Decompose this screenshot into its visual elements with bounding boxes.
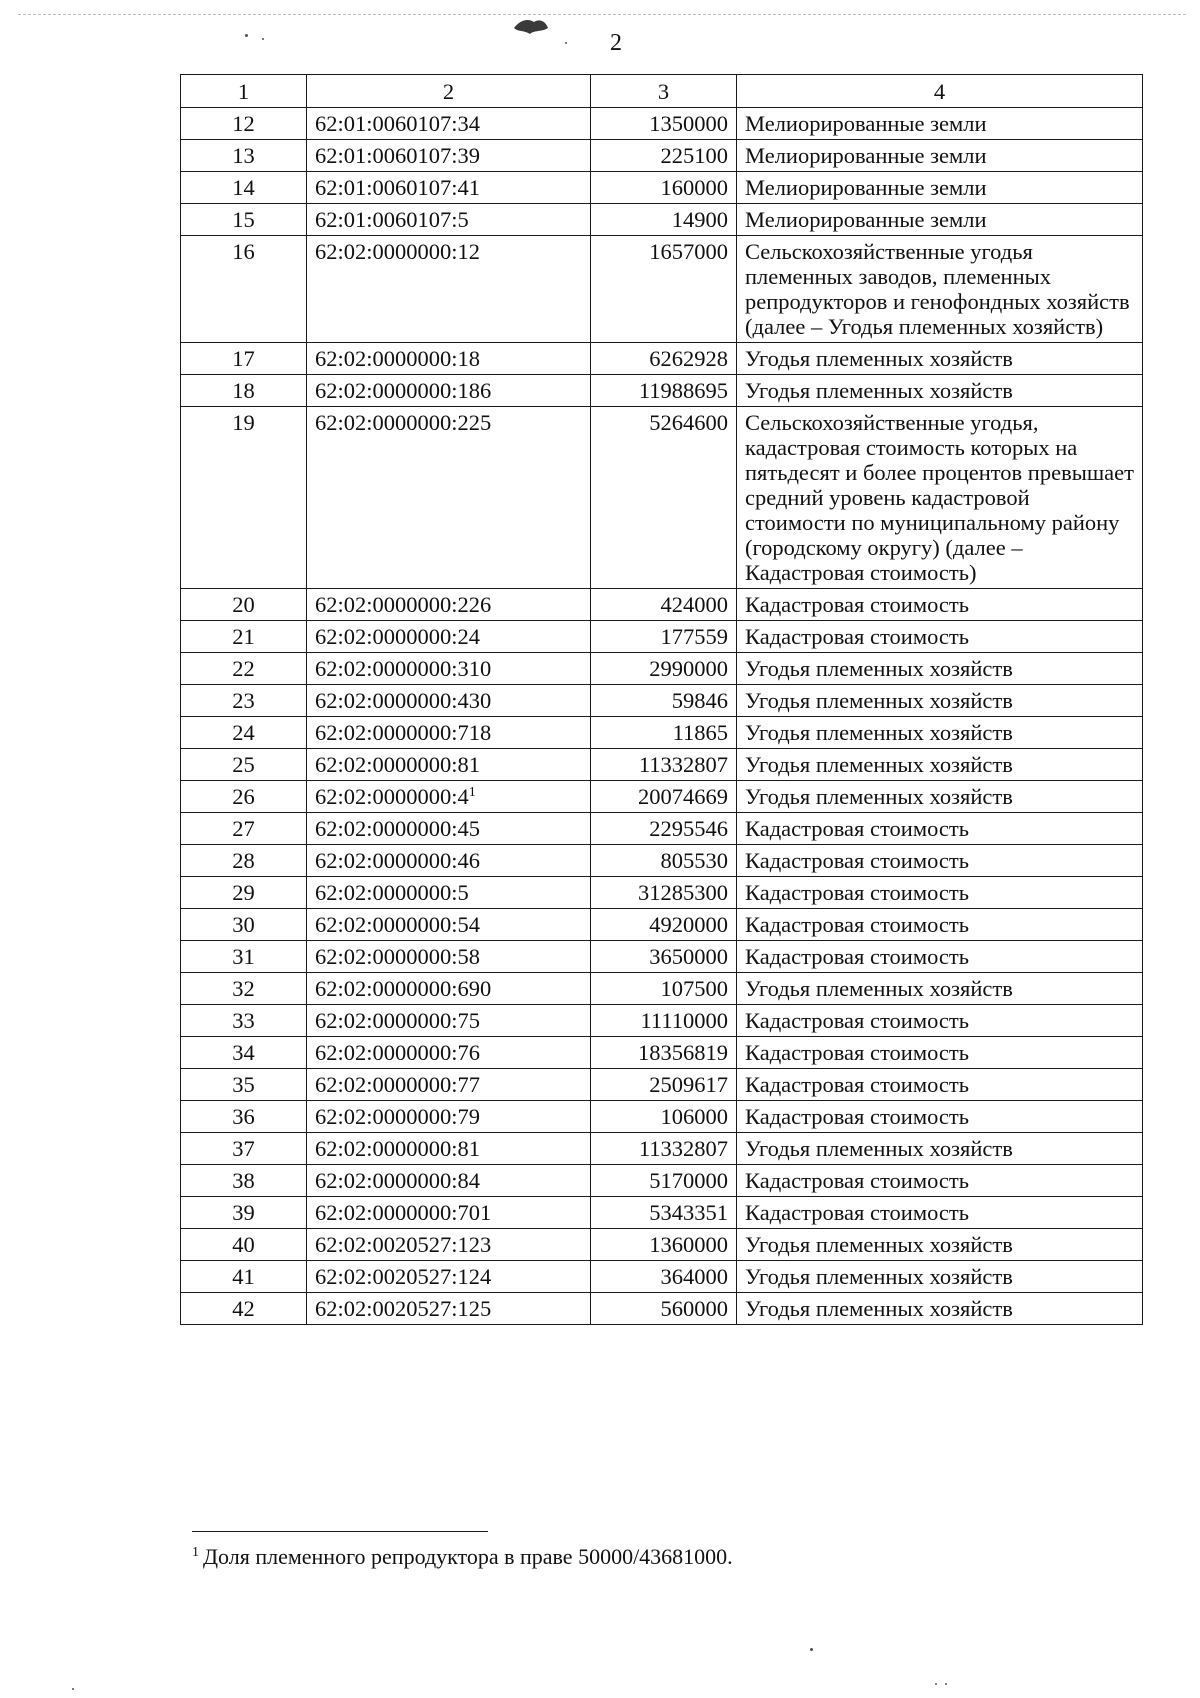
row-number-cell: 26 [181, 781, 307, 813]
row-number-cell: 37 [181, 1133, 307, 1165]
row-number-cell: 15 [181, 204, 307, 236]
area-cell: 424000 [591, 589, 737, 621]
cadastral-number-cell [307, 1165, 591, 1197]
area-cell: 805530 [591, 845, 737, 877]
scan-speck [945, 1683, 947, 1685]
cadastral-number-cell [307, 1133, 591, 1165]
cadastral-number: 62:02:0020527:125 [315, 1296, 492, 1321]
scan-top-edge [18, 14, 1186, 15]
area-cell: 11332807 [591, 749, 737, 781]
area-cell: 2990000 [591, 653, 737, 685]
row-number-cell: 19 [181, 407, 307, 589]
table-row [181, 909, 1143, 941]
table-body [181, 108, 1143, 1325]
area-cell: 14900 [591, 204, 737, 236]
table-row [181, 589, 1143, 621]
area-cell: 20074669 [591, 781, 737, 813]
area-cell: 107500 [591, 973, 737, 1005]
category-cell: Угодья племенных хозяйств [737, 1229, 1143, 1261]
table-row [181, 1229, 1143, 1261]
row-number-cell: 27 [181, 813, 307, 845]
cadastral-number: 62:02:0000000:24 [315, 624, 481, 649]
footnote-separator [192, 1531, 488, 1532]
cadastral-number-cell [307, 1229, 591, 1261]
row-number-cell: 30 [181, 909, 307, 941]
scan-speck [72, 1688, 74, 1690]
page-number: 2 [610, 30, 622, 56]
cadastral-number: 62:02:0000000:54 [315, 912, 481, 937]
table-row [181, 941, 1143, 973]
table-row [181, 1293, 1143, 1325]
cadastral-number-cell [307, 1037, 591, 1069]
category-cell: Угодья племенных хозяйств [737, 685, 1143, 717]
table-row [181, 236, 1143, 343]
area-cell: 11865 [591, 717, 737, 749]
table-row [181, 845, 1143, 877]
cadastral-number: 62:02:0000000:81 [315, 1136, 481, 1161]
cadastral-number-cell [307, 685, 591, 717]
row-number-cell: 40 [181, 1229, 307, 1261]
table-row [181, 1197, 1143, 1229]
table-row [181, 877, 1143, 909]
cadastral-number: 62:02:0000000:58 [315, 944, 481, 969]
category-cell: Угодья племенных хозяйств [737, 343, 1143, 375]
category-cell: Кадастровая стоимость [737, 877, 1143, 909]
row-number-cell: 22 [181, 653, 307, 685]
cadastral-number-cell [307, 877, 591, 909]
table-row [181, 108, 1143, 140]
cadastral-number-cell [307, 973, 591, 1005]
cadastral-number: 62:01:0060107:5 [315, 207, 469, 232]
table-row [181, 407, 1143, 589]
category-cell: Сельскохозяйственные угодья, кадастровая стоимость которых на пятьдесят и более процентов превышает средний уровень кадастровой стоимости по муниципальному району (городскому округу) (далее – Кадастровая стоимость) [737, 407, 1143, 589]
area-cell: 59846 [591, 685, 737, 717]
cadastral-number-cell [307, 749, 591, 781]
row-number-cell: 20 [181, 589, 307, 621]
table-row [181, 1069, 1143, 1101]
table-row [181, 140, 1143, 172]
cadastral-number-cell [307, 236, 591, 343]
area-cell: 4920000 [591, 909, 737, 941]
cadastral-number-cell [307, 1197, 591, 1229]
cadastral-number: 62:02:0000000:77 [315, 1072, 481, 1097]
table-row [181, 781, 1143, 813]
row-number-cell: 35 [181, 1069, 307, 1101]
cadastral-number-cell [307, 1005, 591, 1037]
area-cell: 1360000 [591, 1229, 737, 1261]
row-number-cell: 32 [181, 973, 307, 1005]
area-cell: 11110000 [591, 1005, 737, 1037]
area-cell: 5264600 [591, 407, 737, 589]
row-number-cell: 17 [181, 343, 307, 375]
column-header: 2 [307, 75, 591, 108]
category-cell: Кадастровая стоимость [737, 589, 1143, 621]
row-number-cell: 23 [181, 685, 307, 717]
cadastral-number-cell [307, 845, 591, 877]
table-row [181, 621, 1143, 653]
cadastral-number: 62:02:0000000:75 [315, 1008, 481, 1033]
category-cell: Кадастровая стоимость [737, 845, 1143, 877]
cadastral-number-cell [307, 1101, 591, 1133]
table-row [181, 717, 1143, 749]
area-cell: 225100 [591, 140, 737, 172]
cadastral-number-cell [307, 108, 591, 140]
area-cell: 364000 [591, 1261, 737, 1293]
area-cell: 160000 [591, 172, 737, 204]
area-cell: 6262928 [591, 343, 737, 375]
row-number-cell: 39 [181, 1197, 307, 1229]
area-cell: 1657000 [591, 236, 737, 343]
footnote-text: Доля племенного репродуктора в праве 50000/43681000. [203, 1544, 733, 1569]
row-number-cell: 24 [181, 717, 307, 749]
area-cell: 1350000 [591, 108, 737, 140]
category-cell: Угодья племенных хозяйств [737, 973, 1143, 1005]
cadastral-number-cell [307, 172, 591, 204]
row-number-cell: 21 [181, 621, 307, 653]
cadastral-number: 62:02:0000000:45 [315, 816, 481, 841]
scan-speck [935, 1683, 937, 1685]
table-row [181, 1133, 1143, 1165]
category-cell: Сельскохозяйственные угодья племенных заводов, племенных репродукторов и генофондных хозяйств (далее – Угодья племенных хозяйств) [737, 236, 1143, 343]
row-number-cell: 18 [181, 375, 307, 407]
table-row [181, 973, 1143, 1005]
category-cell: Кадастровая стоимость [737, 1101, 1143, 1133]
cadastral-number: 62:02:0000000:76 [315, 1040, 481, 1065]
area-cell: 11332807 [591, 1133, 737, 1165]
row-number-cell: 34 [181, 1037, 307, 1069]
table-row [181, 1261, 1143, 1293]
cadastral-number: 62:02:0020527:124 [315, 1264, 492, 1289]
cadastral-number-cell [307, 140, 591, 172]
cadastral-number-cell [307, 909, 591, 941]
cadastral-number: 62:02:0000000:186 [315, 378, 492, 403]
category-cell: Кадастровая стоимость [737, 1005, 1143, 1037]
row-number-cell: 33 [181, 1005, 307, 1037]
land-plots-table [180, 74, 1143, 1325]
table-row [181, 1005, 1143, 1037]
category-cell: Кадастровая стоимость [737, 1197, 1143, 1229]
table-header-row [181, 75, 1143, 108]
cadastral-number-cell [307, 204, 591, 236]
cadastral-number: 62:02:0000000:84 [315, 1168, 481, 1193]
area-cell: 5170000 [591, 1165, 737, 1197]
cadastral-number-cell [307, 941, 591, 973]
cadastral-number: 62:02:0000000:310 [315, 656, 492, 681]
cadastral-number-cell [307, 1261, 591, 1293]
cadastral-number-cell [307, 1069, 591, 1101]
table-row [181, 343, 1143, 375]
cadastral-number-cell [307, 813, 591, 845]
table-row [181, 1101, 1143, 1133]
cadastral-number: 62:02:0000000:690 [315, 976, 492, 1001]
cadastral-number: 62:02:0000000:225 [315, 410, 492, 435]
category-cell: Кадастровая стоимость [737, 941, 1143, 973]
area-cell: 560000 [591, 1293, 737, 1325]
cadastral-number-cell [307, 653, 591, 685]
table-row [181, 813, 1143, 845]
cadastral-number: 62:02:0000000:12 [315, 239, 481, 264]
cadastral-number: 62:01:0060107:39 [315, 143, 481, 168]
area-cell: 31285300 [591, 877, 737, 909]
cadastral-number: 62:01:0060107:34 [315, 111, 481, 136]
table-row [181, 1037, 1143, 1069]
table-row [181, 749, 1143, 781]
row-number-cell: 29 [181, 877, 307, 909]
area-cell: 3650000 [591, 941, 737, 973]
cadastral-number-cell [307, 407, 591, 589]
row-number-cell: 38 [181, 1165, 307, 1197]
row-number-cell: 12 [181, 108, 307, 140]
cadastral-number: 62:02:0000000:79 [315, 1104, 481, 1129]
scan-speck [810, 1648, 813, 1651]
category-cell: Угодья племенных хозяйств [737, 1293, 1143, 1325]
cadastral-number-cell [307, 781, 591, 813]
area-cell: 18356819 [591, 1037, 737, 1069]
category-cell: Мелиорированные земли [737, 140, 1143, 172]
category-cell: Угодья племенных хозяйств [737, 717, 1143, 749]
category-cell: Мелиорированные земли [737, 108, 1143, 140]
row-number-cell: 42 [181, 1293, 307, 1325]
column-header: 4 [737, 75, 1143, 108]
row-number-cell: 28 [181, 845, 307, 877]
category-cell: Мелиорированные земли [737, 172, 1143, 204]
table-row [181, 204, 1143, 236]
table-row [181, 375, 1143, 407]
category-cell: Угодья племенных хозяйств [737, 749, 1143, 781]
cadastral-number-cell [307, 343, 591, 375]
category-cell: Угодья племенных хозяйств [737, 781, 1143, 813]
row-number-cell: 16 [181, 236, 307, 343]
category-cell: Угодья племенных хозяйств [737, 1261, 1143, 1293]
cadastral-number: 62:02:0000000:701 [315, 1200, 492, 1225]
cadastral-number: 62:02:0000000:81 [315, 752, 481, 777]
area-cell: 5343351 [591, 1197, 737, 1229]
cadastral-number: 62:02:0000000:5 [315, 880, 469, 905]
area-cell: 2295546 [591, 813, 737, 845]
table-row [181, 653, 1143, 685]
cadastral-number: 62:02:0000000:46 [315, 848, 481, 873]
cadastral-number-cell [307, 1293, 591, 1325]
cadastral-number: 62:02:0000000:4 [315, 784, 469, 809]
category-cell: Кадастровая стоимость [737, 1037, 1143, 1069]
column-header: 3 [591, 75, 737, 108]
row-number-cell: 25 [181, 749, 307, 781]
category-cell: Кадастровая стоимость [737, 621, 1143, 653]
category-cell: Кадастровая стоимость [737, 909, 1143, 941]
area-cell: 106000 [591, 1101, 737, 1133]
cadastral-number: 62:02:0020527:123 [315, 1232, 492, 1257]
category-cell: Угодья племенных хозяйств [737, 1133, 1143, 1165]
cadastral-number-cell [307, 375, 591, 407]
row-number-cell: 36 [181, 1101, 307, 1133]
category-cell: Кадастровая стоимость [737, 813, 1143, 845]
row-number-cell: 41 [181, 1261, 307, 1293]
cadastral-number: 62:01:0060107:41 [315, 175, 481, 200]
category-cell: Угодья племенных хозяйств [737, 375, 1143, 407]
table-row [181, 172, 1143, 204]
footnote-reference: 1 [468, 785, 476, 800]
footnote [192, 1544, 733, 1570]
cadastral-number: 62:02:0000000:430 [315, 688, 492, 713]
cadastral-number-cell [307, 621, 591, 653]
row-number-cell: 31 [181, 941, 307, 973]
category-cell: Кадастровая стоимость [737, 1069, 1143, 1101]
cadastral-number: 62:02:0000000:226 [315, 592, 492, 617]
category-cell: Мелиорированные земли [737, 204, 1143, 236]
cadastral-number-cell [307, 589, 591, 621]
area-cell: 2509617 [591, 1069, 737, 1101]
row-number-cell: 14 [181, 172, 307, 204]
table-row [181, 685, 1143, 717]
column-header: 1 [181, 75, 307, 108]
footnote-mark: 1 [192, 1545, 199, 1560]
row-number-cell: 13 [181, 140, 307, 172]
category-cell: Кадастровая стоимость [737, 1165, 1143, 1197]
cadastral-number-cell [307, 717, 591, 749]
cadastral-number: 62:02:0000000:18 [315, 346, 481, 371]
area-cell: 11988695 [591, 375, 737, 407]
cadastral-number: 62:02:0000000:718 [315, 720, 492, 745]
area-cell: 177559 [591, 621, 737, 653]
category-cell: Угодья племенных хозяйств [737, 653, 1143, 685]
table-row [181, 1165, 1143, 1197]
